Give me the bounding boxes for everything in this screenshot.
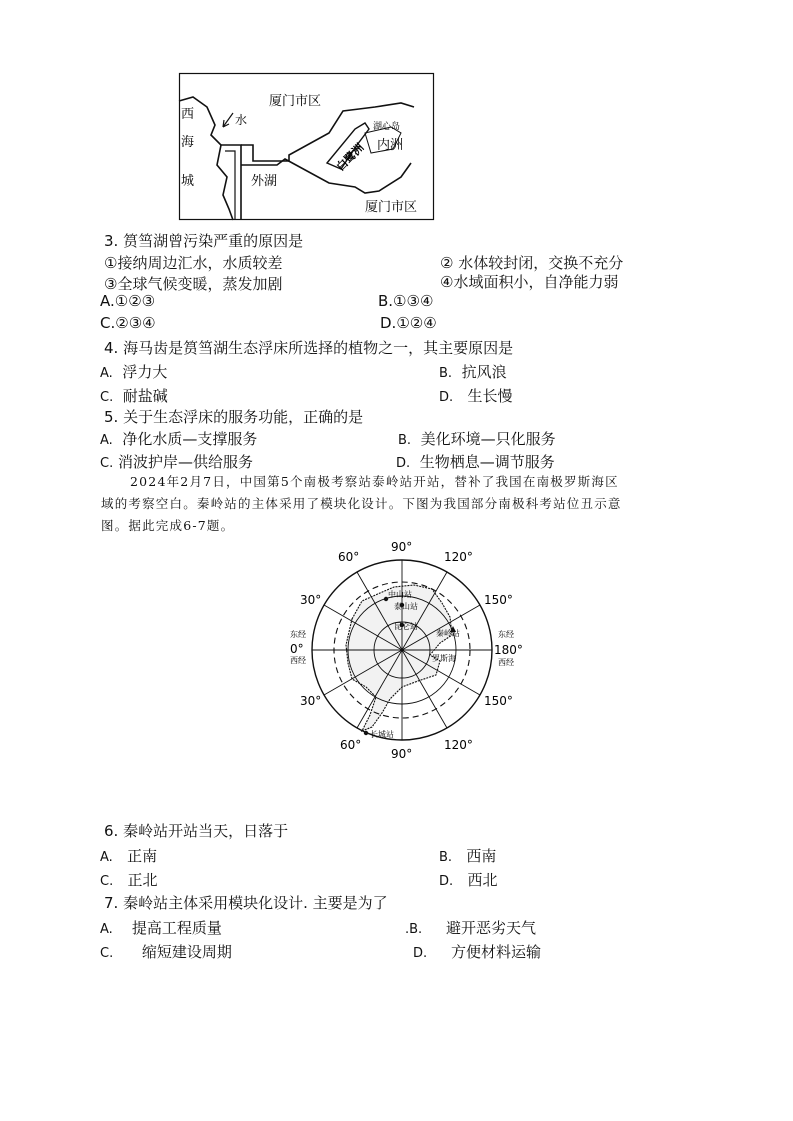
q4-stem: 4. 海马齿是筼筜湖生态浮床所选择的植物之一，其主要原因是	[104, 339, 514, 357]
q4-option-a[interactable]	[100, 361, 167, 382]
polar-label-changcheng: 长城站	[370, 730, 394, 739]
lake-label-west-3: 城	[181, 174, 195, 189]
polar-label-180: 180°	[494, 643, 523, 657]
q4-option-d-text: 生长慢	[467, 387, 513, 405]
polar-label-kunlun: 昆仑站	[394, 622, 418, 631]
q6-option-c-letter: C.	[100, 874, 114, 889]
polar-label-tr: 120°	[444, 550, 473, 564]
polar-label-taishan: 泰山站	[394, 602, 418, 611]
lake-label-xiamen-bottom: 厦门市区	[365, 200, 418, 215]
polar-label-bottom: 90°	[391, 747, 413, 761]
q3-stem: 3. 筼筜湖曾污染严重的原因是	[104, 232, 304, 250]
polar-label-west-right: 西经	[498, 658, 514, 667]
q4-option-d[interactable]	[439, 385, 512, 406]
lake-label-inner: 内洲	[377, 138, 404, 153]
q5-option-a-text: 净化水质—支撑服务	[122, 430, 258, 448]
q5-option-c-text: 消波护岸—供给服务	[118, 453, 254, 471]
polar-label-rbot: 150°	[484, 694, 513, 708]
q3-item-1: ①接纳周边汇水，水质较差	[104, 254, 283, 272]
q5-option-d-letter: D.	[396, 456, 411, 471]
q6-option-a[interactable]	[100, 845, 157, 866]
polar-label-bl: 60°	[340, 738, 362, 752]
q7-option-c[interactable]	[100, 941, 232, 962]
q7-option-b-letter: .B.	[405, 922, 423, 937]
polar-label-zero: 0°	[290, 642, 304, 656]
lake-label-west-2: 海	[181, 135, 195, 150]
q5-option-b[interactable]	[398, 428, 556, 449]
polar-label-west-left: 西经	[290, 656, 306, 665]
polar-label-qinling: 秦岭站	[436, 629, 460, 638]
q7-option-d[interactable]	[413, 941, 541, 962]
q6-option-a-letter: A.	[100, 850, 113, 865]
polar-label-zhongshan: 中山站	[388, 590, 412, 599]
lake-label-west-1: 西	[181, 107, 195, 122]
q4-option-c-text: 耐盐碱	[122, 387, 168, 405]
polar-label-east-right: 东经	[498, 630, 514, 639]
q4-option-b[interactable]	[439, 361, 507, 382]
q6-option-b-letter: B.	[439, 850, 453, 865]
q6-option-b-text: 西南	[466, 847, 497, 865]
q7-option-b[interactable]	[405, 917, 536, 938]
lake-label-egret: 白鹭洲	[333, 141, 367, 174]
q7-option-d-text: 方便材料运输	[451, 943, 542, 961]
q6-option-d-letter: D.	[439, 874, 454, 889]
q4-option-c[interactable]	[100, 385, 168, 406]
q3-item-4: ④水域面积小，自净能力弱	[440, 273, 619, 291]
q6-option-c[interactable]	[100, 869, 158, 890]
q3-option-a[interactable]: A.①②③	[100, 292, 156, 310]
lake-label-outer: 外湖	[251, 174, 278, 189]
passage-line-1: 2024年2月7日，中国第5个南极考察站泰岭站开站，替补了我国在南极罗斯海区	[130, 474, 619, 489]
q3-option-c[interactable]: C.②③④	[100, 314, 156, 332]
q6-option-c-text: 正北	[127, 871, 158, 889]
q7-option-a-text: 提高工程质量	[131, 919, 222, 937]
q5-option-b-text: 美化环境—只化服务	[420, 430, 556, 448]
polar-label-east-left: 东经	[290, 630, 306, 639]
polar-label-br: 120°	[444, 738, 473, 752]
q5-option-c-letter: C.	[100, 456, 114, 471]
polar-label-ltop: 30°	[300, 593, 322, 607]
lake-map	[179, 73, 434, 220]
q5-option-c[interactable]	[100, 451, 253, 472]
q4-option-a-text: 浮力大	[122, 363, 168, 381]
q7-option-d-letter: D.	[413, 946, 428, 961]
polar-label-rtop: 150°	[484, 593, 513, 607]
passage-line-3: 图。据此完成6-7题。	[101, 518, 235, 533]
q3-option-d[interactable]: D.①②④	[380, 314, 437, 332]
q6-stem: 6. 秦岭站开站当天，日落于	[104, 822, 289, 840]
q4-option-d-letter: D.	[439, 390, 454, 405]
q5-option-a[interactable]	[100, 428, 257, 449]
q7-option-a-letter: A.	[100, 922, 113, 937]
antarctica-station-map	[290, 537, 523, 763]
q6-option-d-text: 西北	[467, 871, 498, 889]
q6-option-d[interactable]	[439, 869, 497, 890]
q4-option-b-text: 抗风浪	[461, 363, 507, 381]
q5-option-d-text: 生物栖息—调节服务	[419, 453, 555, 471]
q4-option-a-letter: A.	[100, 366, 113, 381]
polar-label-tl: 60°	[338, 550, 360, 564]
polar-label-ross: 罗斯海	[432, 654, 456, 663]
polar-label-lbot: 30°	[300, 694, 322, 708]
q5-option-a-letter: A.	[100, 433, 113, 448]
q3-item-2: ② 水体较封闭，交换不充分	[440, 254, 624, 272]
q5-option-d[interactable]	[396, 451, 555, 472]
q3-option-b[interactable]: B.①③④	[378, 292, 434, 310]
q7-option-c-letter: C.	[100, 946, 114, 961]
q7-option-b-text: 避开恶劣天气	[446, 919, 537, 937]
lake-label-water: 水	[235, 113, 248, 127]
q7-option-c-text: 缩短建设周期	[141, 943, 232, 961]
q7-stem: 7. 秦岭站主体采用模块化设计. 主要是为了	[104, 894, 388, 912]
q4-option-c-letter: C.	[100, 390, 114, 405]
q3-item-3: ③全球气候变暖，蒸发加剧	[104, 275, 283, 293]
q4-option-b-letter: B.	[439, 366, 453, 381]
q6-option-b[interactable]	[439, 845, 496, 866]
lake-label-xiamen-top: 厦门市区	[269, 94, 322, 109]
q7-option-a[interactable]	[100, 917, 222, 938]
polar-label-top: 90°	[391, 540, 413, 554]
lake-label-lake-island: 湖心岛	[373, 122, 401, 132]
q5-option-b-letter: B.	[398, 433, 412, 448]
passage-line-2: 域的考察空白。秦岭站的主体采用了模块化设计。下图为我国部分南极科考站位丑示意	[101, 496, 622, 511]
q5-stem: 5. 关于生态浮床的服务功能，正确的是	[104, 408, 364, 426]
q6-option-a-text: 正南	[127, 847, 158, 865]
